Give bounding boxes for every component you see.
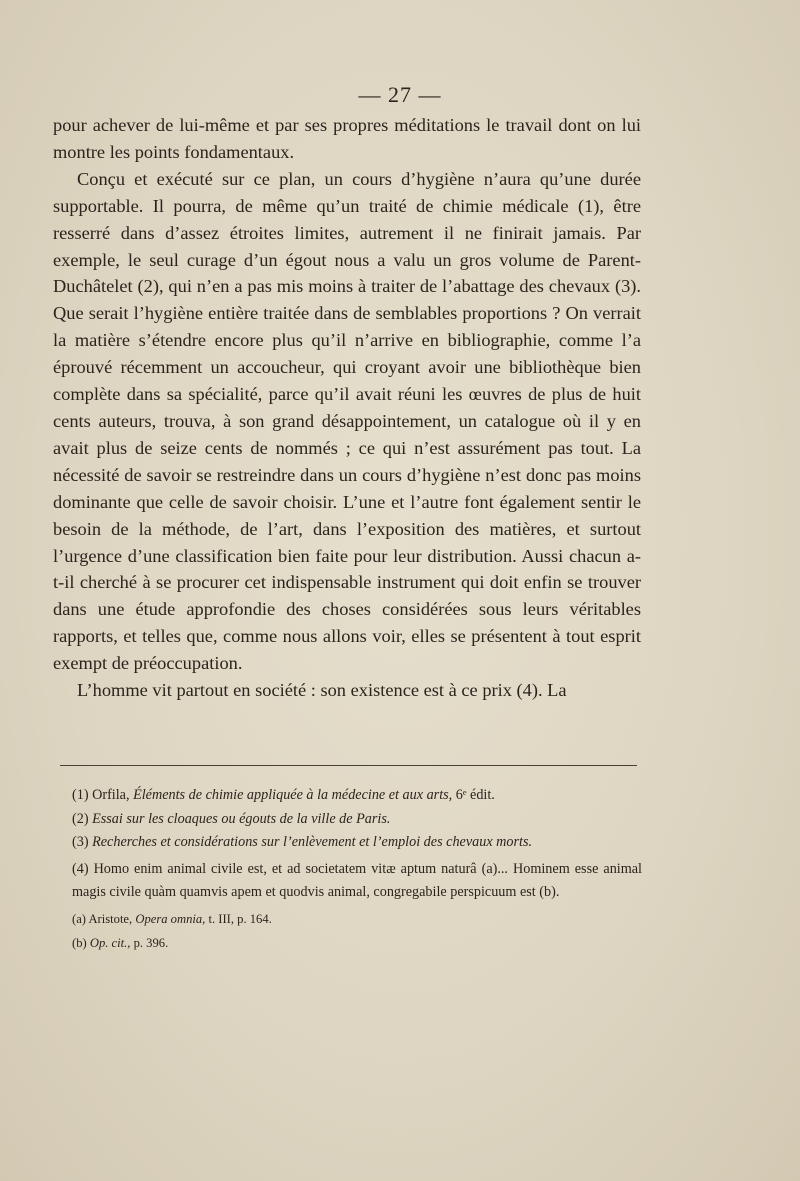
footnote-b xyxy=(72,932,642,956)
footnotes xyxy=(72,784,642,955)
footnote-number: (b) xyxy=(72,935,87,950)
footnote-number: (3) xyxy=(72,834,89,851)
page-number: — 27 — xyxy=(358,82,442,107)
footnote-title: Op. cit., xyxy=(89,935,131,950)
footnote-title: Opera omnia, xyxy=(135,911,206,926)
footnote-3 xyxy=(72,831,642,855)
footnote-edition: 6ᵉ édit. xyxy=(455,787,495,803)
footnote-title: Essai sur les cloaques ou égouts de la ville de Paris. xyxy=(92,810,391,827)
main-text xyxy=(53,112,641,704)
paragraph-society: L’homme vit partout en société : son existence est à ce prix (4). La xyxy=(77,680,567,701)
footnote-number: (4) xyxy=(72,860,89,877)
footnote-author: Aristote, xyxy=(88,911,133,926)
footnote-reference: p. 396. xyxy=(133,935,169,950)
footnote-number: (2) xyxy=(72,810,89,827)
footnote-title: Éléments de chimie appliquée à la médecine et aux arts, xyxy=(133,787,453,803)
footnote-reference: t. III, p. 164. xyxy=(208,911,272,926)
paragraph-continuation: pour achever de lui-même et par ses propres méditations le travail dont on lui montre les points fondamentaux. xyxy=(53,115,641,162)
footnote-1 xyxy=(72,784,642,808)
footnote-author: Orfila, xyxy=(92,787,130,803)
paragraph-hygiene-course: Conçu et exécuté sur ce plan, un cours d’hygiène n’aura qu’une durée supportable. Il pourra, de même qu’un traité de chimie médicale (1), être resserré dans d’assez étroites limites, autrement il ne finirait jamais. Par exemple, le seul curage d’un égout nous a valu un gros volume de Parent-Duchâtelet (2), qui n’en a pas mis moins à traiter de l’abattage des chevaux (3). Que serait l’hygiène entière traitée dans de semblables proportions ? On verrait la matière s’étendre encore plus qu’il n’arrive en bibliographie, comme l’a éprouvé récemment un accoucheur, qui croyant avoir une bibliothèque bien complète dans sa spécialité, parce qu’il avait réuni les œuvres de plus de huit cents auteurs, trouva, à son grand désappointement, un catalogue où il y en avait plus de seize cents de nommés ; ce qui n’est assurément pas tout. La nécessité de savoir se restreindre dans un cours d’hygiène n’est donc pas moins dominante que celle de savoir choisir. L’une et l’autre font également sentir le besoin de la méthode, de l’art, dans l’exposition des matières, et surtout l’urgence d’une classification bien faite pour leur distribution. Aussi chacun a-t-il cherché à se procurer cet indispensable instrument qui doit enfin se trouver dans une étude approfondie des choses considérées sous leurs véritables rapports, et telles que, comme nous allons voir, elles se présentent à tout esprit exempt de préoccupation. xyxy=(53,168,641,674)
footnote-latin-quote: Homo enim animal civile est, et ad societatem vitæ aptum naturâ (a)... Hominem esse animal magis civile quàm quamvis apem et quodvis animal, congregabile perspicuum est (b). xyxy=(72,860,643,901)
footnote-divider xyxy=(60,765,637,766)
footnote-number: (1) xyxy=(72,787,89,803)
footnote-2 xyxy=(72,808,642,832)
footnote-4 xyxy=(72,858,642,905)
footnote-a xyxy=(72,908,642,932)
footnote-title: Recherches et considérations sur l’enlèvement et l’emploi des chevaux morts. xyxy=(92,834,533,851)
footnote-number: (a) xyxy=(72,911,86,926)
